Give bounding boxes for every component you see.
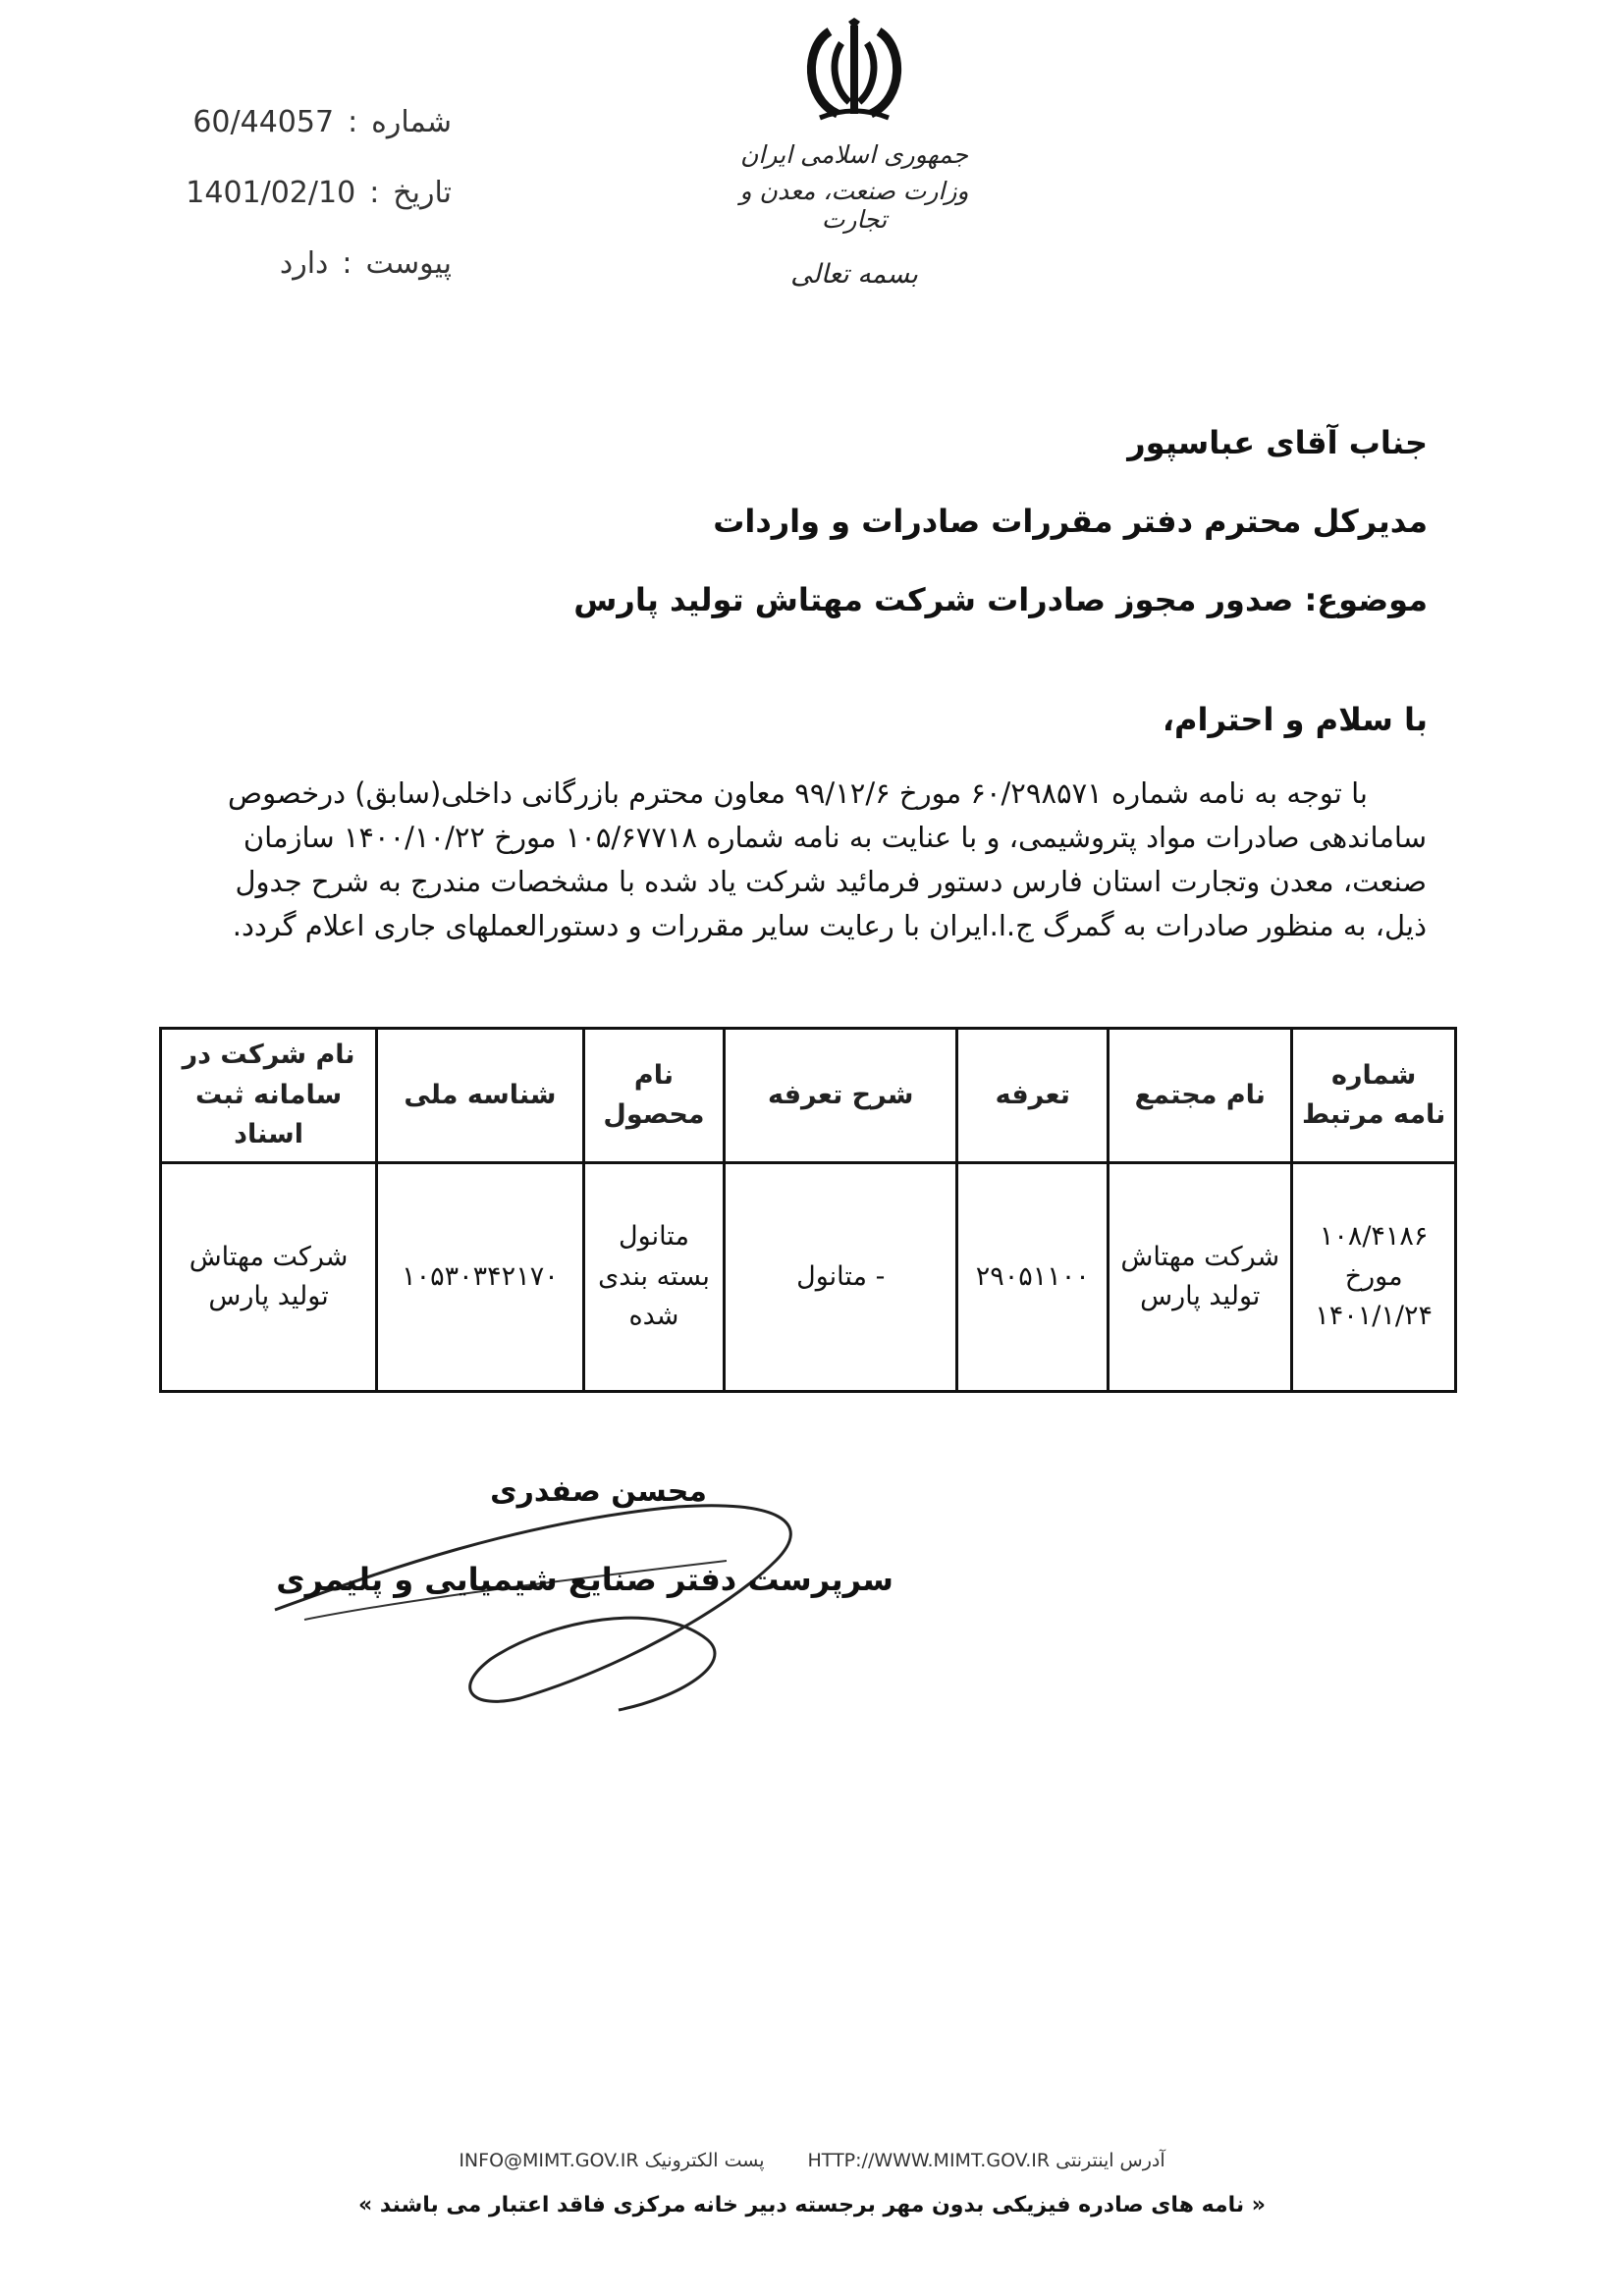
footer-validity-note: « نامه های صادره فیزیکی بدون مهر برجسته دبیر خانه مرکزی فاقد اعتبار می باشند » <box>358 2193 1266 2217</box>
cell-national-id: ۱۰۵۳۰۳۴۲۱۷۰ <box>377 1163 584 1392</box>
recipient-name: جناب آقای عباسپور <box>1127 424 1428 461</box>
letter-attachment-row <box>128 228 452 298</box>
export-permit-table <box>159 1027 1457 1393</box>
header-tariff: تعرفه <box>957 1029 1109 1163</box>
footer-contact <box>196 2150 1428 2171</box>
letterhead-republic: جمهوری اسلامی ایران <box>740 140 968 169</box>
meta-separator: : <box>369 175 380 210</box>
header-tariff-description: شرح تعرفه <box>725 1029 957 1163</box>
greeting: با سلام و احترام، <box>1162 701 1428 738</box>
footer-email[interactable]: INFO@MIMT.GOV.IR <box>459 2150 639 2171</box>
cell-complex-name: شرکت مهتاش تولید پارس <box>1109 1163 1292 1392</box>
letter-subject: موضوع: صدور مجوز صادرات شرکت مهتاش تولید پارس <box>573 581 1428 618</box>
signatory-title: سرپرست دفتر صنایع شیمیایی و پلیمری <box>276 1561 893 1598</box>
cell-related-letter: ۱۰۸/۴۱۸۶ مورخ ۱۴۰۱/۱/۲۴ <box>1292 1163 1456 1392</box>
letter-date-value: 1401/02/10 <box>186 175 356 210</box>
body-line: ساماندهی صادرات مواد پتروشیمی، و با عنایت به نامه شماره ۱۰۵/۶۷۷۱۸ مورخ ۱۴۰۰/۱۰/۲۲ سازمان <box>243 821 1427 854</box>
letter-attachment-label: پیوست <box>365 245 452 281</box>
letterhead-ministry: وزارت صنعت، معدن و تجارت <box>739 176 969 234</box>
header-national-id: شناسه ملی <box>377 1029 584 1163</box>
body-line: ذیل، به منظور صادرات به گمرگ ج.ا.ایران با رعایت سایر مقررات و دستورالعملهای جاری اعلام گردد. <box>232 909 1427 942</box>
letter-meta <box>128 86 452 298</box>
letter-number-label: شماره <box>371 104 452 139</box>
header-complex-name: نام مجتمع <box>1109 1029 1292 1163</box>
footer-email-group <box>459 2150 764 2171</box>
letter-number-value: 60/44057 <box>192 104 335 139</box>
cell-company-name: شرکت مهتاش تولید پارس <box>161 1163 377 1392</box>
header-related-letter: شماره نامه مرتبط <box>1292 1029 1456 1163</box>
body-line: با توجه به نامه شماره ۶۰/۲۹۸۵۷۱ مورخ ۹۹/۱۲/۶ معاون محترم بازرگانی داخلی(سابق) درخصوص <box>228 776 1368 810</box>
recipient-position: مدیرکل محترم دفتر مقررات صادرات و واردات <box>713 503 1428 540</box>
footer-web-label: آدرس اینترنتی <box>1056 2150 1165 2171</box>
letter-date-row <box>128 157 452 228</box>
footer-email-label: پست الکترونیک <box>644 2150 765 2171</box>
meta-separator: : <box>348 104 358 139</box>
body-line: صنعت، معدن وتجارت استان فارس دستور فرمائید شرکت یاد شده با مشخصات مندرج به شرح جدول <box>235 865 1427 898</box>
letter-date-label: تاریخ <box>393 175 452 210</box>
iran-emblem-icon <box>800 18 908 128</box>
header-company-name: نام شرکت در سامانه ثبت اسناد <box>161 1029 377 1163</box>
letterhead <box>722 18 987 322</box>
letter-attachment-value: دارد <box>279 245 329 281</box>
table-header-row <box>161 1029 1456 1163</box>
body-paragraph <box>177 772 1427 948</box>
cell-tariff-description: - متانول <box>725 1163 957 1392</box>
header-product-name: نام محصول <box>583 1029 724 1163</box>
footer <box>196 2150 1428 2217</box>
signature-block <box>265 1453 893 1728</box>
cell-tariff: ۲۹۰۵۱۱۰۰ <box>957 1163 1109 1392</box>
table-row <box>161 1163 1456 1392</box>
cell-product-name: متانول بسته بندی شده <box>583 1163 724 1392</box>
footer-web-group <box>808 2150 1165 2171</box>
signatory-name: محسن صفدری <box>490 1474 707 1509</box>
footer-website[interactable]: HTTP://WWW.MIMT.GOV.IR <box>807 2150 1051 2171</box>
letter-number-row <box>128 86 452 157</box>
meta-separator: : <box>342 245 352 281</box>
letterhead-bismillah: بسمه تعالی <box>790 259 918 291</box>
